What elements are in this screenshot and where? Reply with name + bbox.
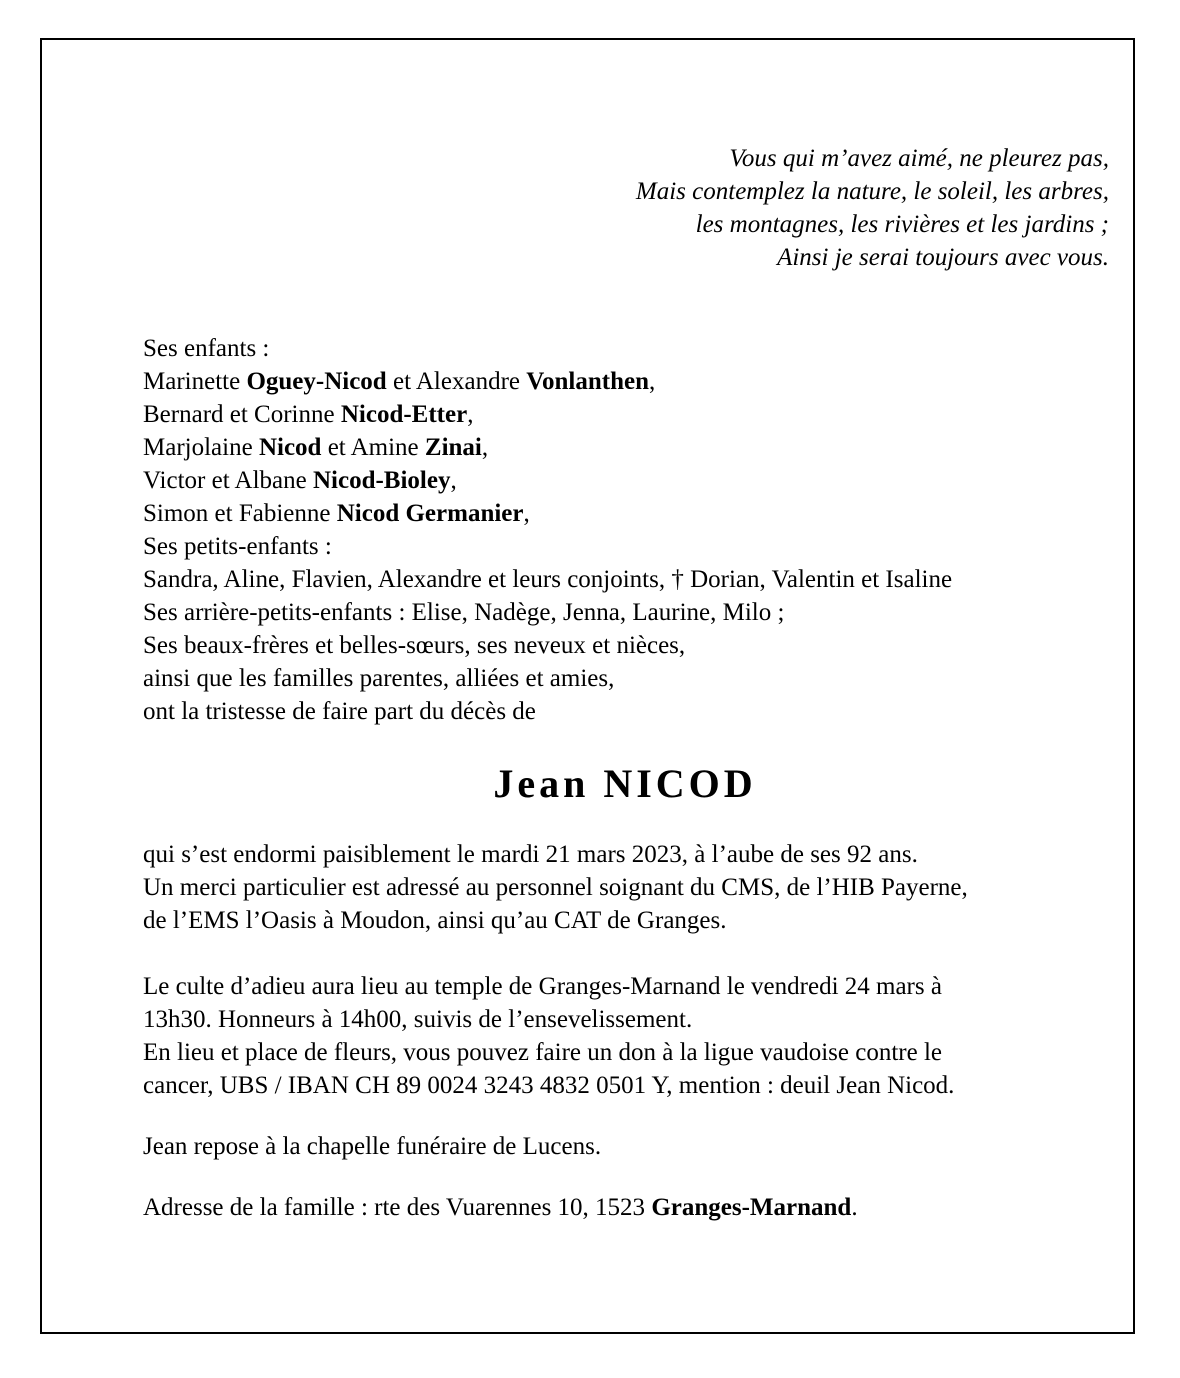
thanks-line: de l’EMS l’Oasis à Moudon, ainsi qu’au CAT de Granges.: [143, 907, 727, 934]
child-line: Marinette Oguey-Nicod et Alexandre Vonlanthen,: [143, 368, 656, 395]
families-line: ainsi que les familles parentes, alliées et amies,: [143, 665, 615, 692]
children-heading: Ses enfants :: [143, 335, 270, 362]
service-line: Le culte d’adieu aura lieu au temple de Granges-Marnand le vendredi 24 mars à: [143, 973, 942, 1000]
poem: [636, 142, 1109, 274]
child-line: Marjolaine Nicod et Amine Zinai,: [143, 434, 489, 461]
child-line: Bernard et Corinne Nicod-Etter,: [143, 401, 474, 428]
service-line: 13h30. Honneurs à 14h00, suivis de l’ensevelissement.: [143, 1006, 693, 1033]
deceased-name: Jean NICOD: [493, 761, 757, 806]
announcement-line: ont la tristesse de faire part du décès de: [143, 698, 536, 725]
family-list: [143, 332, 952, 728]
poem-line: les montagnes, les rivières et les jardins ;: [695, 211, 1109, 238]
great-grandchildren-line: Ses arrière-petits-enfants : Elise, Nadège, Jenna, Laurine, Milo ;: [143, 599, 785, 626]
grandchildren-line: Sandra, Aline, Flavien, Alexandre et leurs conjoints, † Dorian, Valentin et Isaline: [143, 566, 953, 593]
in-laws-line: Ses beaux-frères et belles-sœurs, ses neveux et nièces,: [143, 632, 686, 659]
death-line: qui s’est endormi paisiblement le mardi 21 mars 2023, à l’aube de ses 92 ans.: [143, 841, 918, 868]
child-line: Simon et Fabienne Nicod Germanier,: [143, 500, 530, 527]
poem-line: Vous qui m’avez aimé, ne pleurez pas,: [729, 145, 1109, 172]
donation-line: En lieu et place de fleurs, vous pouvez faire un don à la ligue vaudoise contre le: [143, 1039, 943, 1066]
grandchildren-heading: Ses petits-enfants :: [143, 533, 332, 560]
poem-line: Ainsi je serai toujours avec vous.: [777, 244, 1109, 271]
child-line: Victor et Albane Nicod-Bioley,: [143, 467, 457, 494]
obituary-details: [143, 838, 968, 1224]
thanks-line: Un merci particulier est adressé au personnel soignant du CMS, de l’HIB Payerne,: [143, 874, 968, 901]
poem-line: Mais contemplez la nature, le soleil, les arbres,: [635, 178, 1109, 205]
address-line: Adresse de la famille : rte des Vuarennes 10, 1523 Granges-Marnand.: [143, 1194, 858, 1221]
address-town: Granges-Marnand: [651, 1194, 852, 1221]
donation-line: cancer, UBS / IBAN CH 89 0024 3243 4832 0501 Y, mention : deuil Jean Nicod.: [143, 1072, 955, 1099]
rest-line: Jean repose à la chapelle funéraire de Lucens.: [143, 1133, 602, 1160]
